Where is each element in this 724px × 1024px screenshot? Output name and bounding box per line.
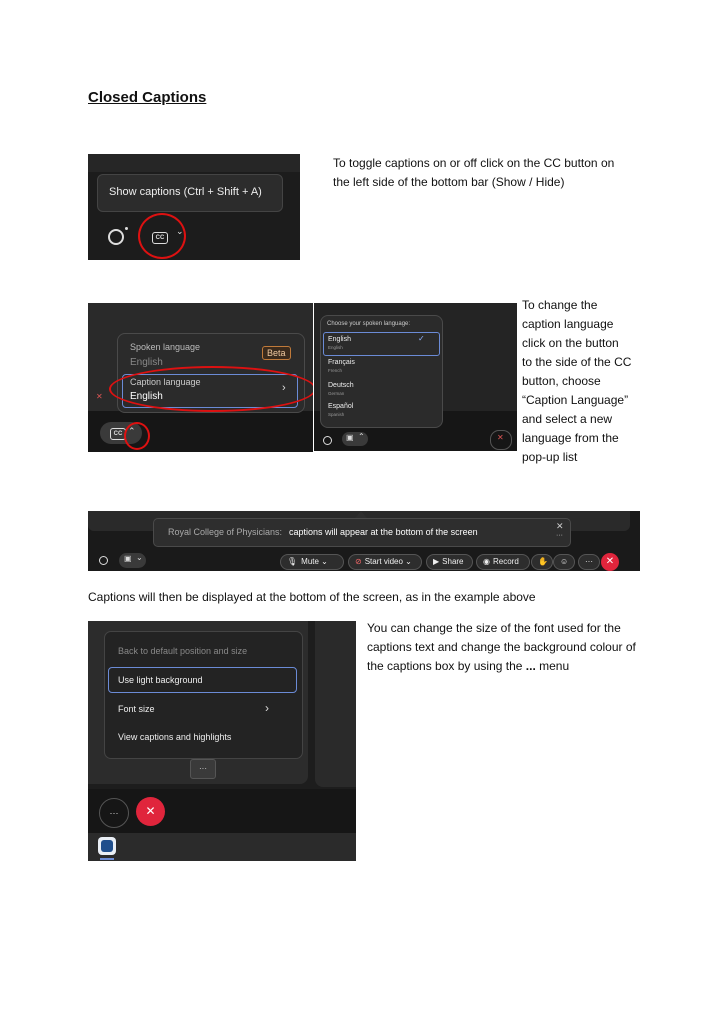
chevron-down-icon[interactable]: ⌄ bbox=[136, 553, 143, 562]
more-options-button[interactable] bbox=[99, 798, 129, 828]
reactions-button[interactable] bbox=[553, 554, 575, 570]
share-icon: ▶ bbox=[433, 557, 440, 566]
screenshot-caption-language bbox=[88, 303, 313, 452]
active-app-indicator bbox=[100, 858, 114, 860]
chevron-up-icon[interactable]: ⌃ bbox=[128, 426, 136, 436]
record-icon: ◉ bbox=[483, 557, 490, 566]
chevron-down-icon[interactable]: ⌄ bbox=[176, 226, 184, 236]
language-instruction-lines bbox=[522, 296, 642, 467]
spoken-language-value: English bbox=[130, 357, 163, 368]
chevron-up-icon[interactable]: ⌃ bbox=[358, 432, 365, 441]
captions-displayed-text: Captions will then be displayed at the bottom of the screen, as in the example above bbox=[88, 590, 536, 604]
captions-tooltip bbox=[97, 174, 283, 212]
toggle-instructions: To toggle captions on or off click on the CC button on the left side of the bottom bar (Show / Hide) bbox=[333, 156, 615, 189]
end-call-button[interactable] bbox=[136, 797, 165, 826]
font-size-text-1: You can change the size of the font used for the captions text and change the background colour of the captions box by using the bbox=[367, 621, 636, 673]
page-title: Closed Captions bbox=[88, 89, 207, 106]
taskbar bbox=[88, 833, 356, 861]
font-size-instructions bbox=[367, 619, 637, 676]
menu-item-view-captions[interactable]: View captions and highlights bbox=[118, 732, 232, 742]
close-icon: ✕ bbox=[145, 804, 156, 818]
small-dot-icon bbox=[125, 227, 128, 230]
caption-text: captions will appear at the bottom of the screen bbox=[289, 527, 478, 537]
screenshot-language-popup bbox=[314, 303, 517, 451]
instruction-line: click on the button bbox=[522, 336, 619, 350]
language-instructions bbox=[522, 296, 642, 467]
language-option-subtitle: English bbox=[328, 345, 343, 350]
side-tile bbox=[315, 621, 356, 787]
more-options-button[interactable] bbox=[578, 554, 600, 570]
hand-icon: ✋ bbox=[538, 557, 548, 566]
captions-pointer bbox=[355, 511, 367, 518]
language-option-name[interactable]: English bbox=[328, 336, 351, 343]
record-button[interactable] bbox=[476, 554, 530, 570]
more-icon: ··· bbox=[585, 557, 593, 566]
mic-off-icon: ✕ bbox=[497, 433, 504, 442]
language-option-subtitle: Spanish bbox=[328, 412, 345, 417]
close-icon[interactable]: ✕ bbox=[556, 521, 564, 531]
checkmark-icon: ✓ bbox=[418, 334, 425, 343]
language-option-name[interactable]: Français bbox=[328, 359, 355, 366]
raise-hand-button[interactable] bbox=[531, 554, 553, 570]
close-icon: ✕ bbox=[605, 556, 615, 567]
language-option-subtitle: French bbox=[328, 368, 343, 373]
menu-item-light-background[interactable]: Use light background bbox=[118, 675, 203, 685]
more-button-small[interactable] bbox=[190, 759, 216, 779]
caption-speaker: Royal College of Physicians: bbox=[168, 527, 283, 537]
menu-item-font-size[interactable]: Font size bbox=[118, 704, 155, 714]
top-strip bbox=[88, 154, 300, 172]
record-label: Record bbox=[492, 557, 519, 566]
caption-language-value: English bbox=[130, 391, 163, 402]
language-option-subtitle: German bbox=[328, 391, 345, 396]
record-dot-icon bbox=[323, 436, 332, 445]
font-size-text-2: menu bbox=[535, 659, 570, 673]
language-option-name[interactable]: Español bbox=[328, 403, 354, 410]
start-video-label: Start video bbox=[364, 557, 403, 566]
spoken-language-label: Spoken language bbox=[130, 342, 201, 352]
end-call-button[interactable] bbox=[601, 553, 619, 571]
instruction-line: pop-up list bbox=[522, 450, 578, 464]
highlight-circle bbox=[138, 213, 186, 259]
instruction-line: button, choose bbox=[522, 374, 601, 388]
mic-icon: 🎙 bbox=[287, 557, 298, 566]
font-size-text-bold: ... bbox=[525, 659, 536, 673]
record-dot-icon bbox=[108, 229, 124, 245]
cc-small-icon: ▣ bbox=[124, 554, 132, 563]
beta-badge: Beta bbox=[262, 346, 291, 360]
chevron-right-icon: › bbox=[282, 382, 286, 394]
caption-language-label: Caption language bbox=[130, 377, 201, 387]
mic-off-icon: ✕ bbox=[96, 392, 103, 401]
menu-item-reset-position[interactable]: Back to default position and size bbox=[118, 646, 248, 656]
instruction-line: language from the bbox=[522, 431, 619, 445]
instruction-line: and select a new bbox=[522, 412, 613, 426]
highlight-oval-language bbox=[109, 366, 313, 412]
cc-icon: CC bbox=[152, 232, 168, 244]
tooltip-text: Show captions (Ctrl + Shift + A) bbox=[109, 186, 262, 198]
instruction-line: caption language bbox=[522, 317, 614, 331]
smiley-icon: ☺ bbox=[560, 557, 569, 566]
more-small-icon[interactable]: ··· bbox=[556, 532, 563, 539]
share-button[interactable] bbox=[426, 554, 473, 570]
cc-icon: CC bbox=[110, 428, 126, 440]
instruction-line: “Caption Language” bbox=[522, 393, 629, 407]
language-option-name[interactable]: Deutsch bbox=[328, 382, 354, 389]
chevron-right-icon: › bbox=[265, 701, 269, 715]
video-off-icon: ⊘ bbox=[355, 557, 362, 566]
record-dot-icon bbox=[99, 556, 108, 565]
popup-title: Choose your spoken language: bbox=[327, 321, 411, 327]
more-icon: ··· bbox=[199, 764, 207, 773]
start-video-button[interactable]: ⊘ Start video ⌄ bbox=[348, 554, 422, 570]
instruction-line: to the side of the CC bbox=[522, 355, 632, 369]
highlight-circle-chevron bbox=[124, 422, 150, 450]
mute-button[interactable]: 🎙 Mute ⌄ bbox=[280, 554, 344, 570]
cc-small-icon: ▣ bbox=[346, 433, 354, 442]
instruction-line: To change the bbox=[522, 298, 598, 312]
share-label: Share bbox=[442, 557, 464, 566]
screenshot-more-menu bbox=[88, 621, 356, 861]
screenshot-show-captions bbox=[88, 154, 300, 260]
app-icon[interactable] bbox=[98, 837, 116, 855]
more-icon: ··· bbox=[109, 808, 119, 818]
mute-label: Mute bbox=[301, 557, 319, 566]
